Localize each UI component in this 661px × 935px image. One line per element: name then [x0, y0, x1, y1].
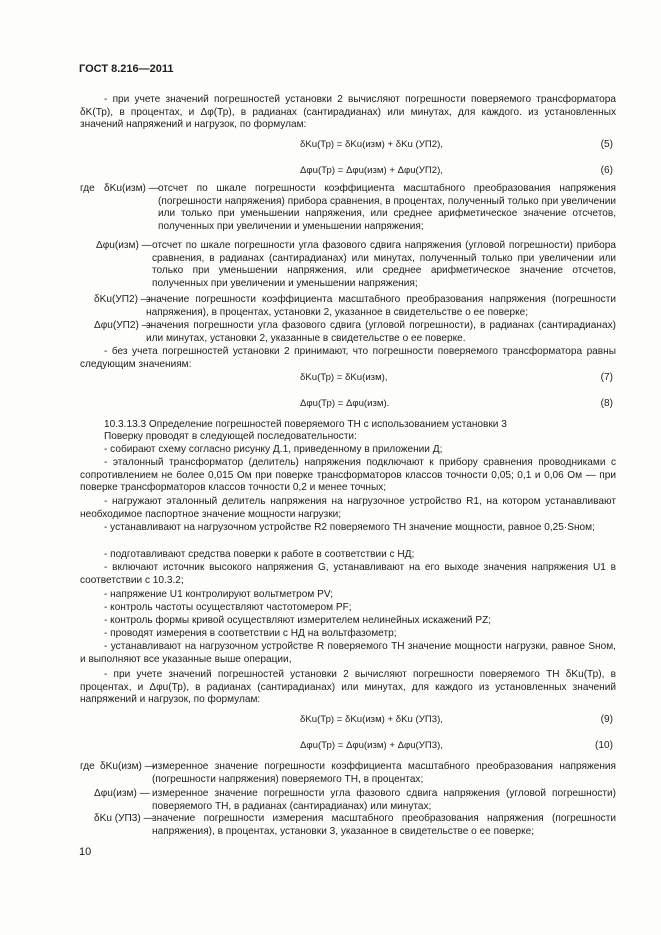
- formula-9-text: δKu(Тр) = δKu(изм) + δKu (УП3),: [300, 714, 443, 725]
- section-line-13: - при учете значений погрешностей установки 2 вычисляют погрешности поверяемого ТН δKu(Тр), в процентах, и Δφu(Тр), в радианах (сантирадианах) или минутах, для каждого из установленных значений напряжений и нагрузок, по формулам:: [80, 669, 616, 706]
- formula-8-number: (8): [600, 398, 613, 409]
- def2-text: отсчет по шкале погрешности угла фазового сдвига напряжения (угловой погрешности) прибора сравнения, в радианах (сантирадианах) или минутах, полученный только при увеличении или только при уменьшении напряжения, или среднее арифметическое значение отсчетов, полученных при увеличении и уменьшении напряжения;: [152, 240, 616, 289]
- def1-text: отсчет по шкале погрешности коэффициента масштабного преобразования напряжения (погрешности напряжения) прибора сравнения, в процентах, полученный только при увеличении или только при уменьшении напряжения, или среднее арифметическое значение отсчетов, полученных при увеличении и уменьшении напряжения;: [158, 183, 616, 232]
- def2-3-term: δKu (УП3) —: [94, 813, 154, 824]
- formula-5-number: (5): [600, 139, 613, 150]
- section-line-5: - устанавливают на нагрузочном устройстве R2 поверяемого ТН значение мощности, равное 0,25·Sном;: [104, 522, 595, 533]
- definitions-block-1: [80, 183, 616, 343]
- section-line-8: - напряжение U1 контролируют вольтметром PV;: [104, 589, 334, 600]
- section-line-6: - подготавливают средства поверки к работе в соответствии с НД;: [104, 549, 415, 560]
- section-line-4: - нагружают эталонный делитель напряжения на нагрузочное устройство R1, на котором устанавливают необходимое паспортное значение мощности нагрузки;: [80, 496, 616, 520]
- formula-5: [0, 139, 661, 153]
- section-heading: 10.3.13.3 Определение погрешностей поверяемого ТН с использованием установки 3: [104, 419, 507, 430]
- page-number: 10: [79, 846, 92, 858]
- formula-6-text: Δφu(Тр) = Δφu(изм) + Δφu(УП2),: [300, 165, 443, 176]
- def2-term: Δφu(изм) —: [96, 240, 152, 251]
- section-line-3: - эталонный трансформатор (делитель) напряжения подключают к прибору сравнения проводниками с сопротивлением не более 0,015 Ом при поверке трансформаторов классов точности 0,05; 0,1 и 0,06 Ом — при поверке трансформаторов классов точности 0,2 и менее точных;: [80, 457, 616, 494]
- def4-term: Δφu(УП2) —: [94, 320, 152, 331]
- def2-3-text: значение погрешности измерения масштабного преобразования напряжения (погрешности напряжения), в процентах, установки 3, указанное в свидетельстве о ее поверке;: [152, 813, 616, 837]
- formula-8-text: Δφu(Тр) = Δφu(изм).: [300, 398, 390, 409]
- where-label: где: [80, 183, 95, 194]
- section-line-11: - проводят измерения в соответствии с НД на вольтфазометр;: [104, 628, 397, 639]
- section-line-10: - контроль формы кривой осуществляют измерителем нелинейных искажений PZ;: [104, 615, 492, 626]
- formula-9: [0, 714, 661, 728]
- formula-8: [0, 398, 661, 412]
- formula-10-text: Δφu(Тр) = Δφu(изм) + Δφu(УП3),: [300, 740, 443, 751]
- def4-text: значения погрешности угла фазового сдвига (угловой погрешности), в радианах (сантирадианах) или минутах, установки 2, указанные в свидетельстве о ее поверке.: [146, 320, 616, 344]
- section-line-2: - собирают схему согласно рисунку Д.1, приведенному в приложении Д;: [104, 444, 443, 455]
- def1-term: δKu(изм) —: [104, 183, 159, 194]
- formula-10-number: (10): [595, 740, 613, 751]
- paragraph-without: - без учета погрешностей установки 2 принимают, что погрешности поверяемого трансформатора равны следующим значениям:: [80, 346, 616, 370]
- formula-6: [0, 165, 661, 179]
- definitions-block-2: [80, 761, 616, 841]
- def3-text: значение погрешности коэффициента масштабного преобразования напряжения (погрешности напряжения), в процентах, установки 2, указанное в свидетельстве о ее поверке;: [146, 294, 616, 318]
- def2-2-term: Δφu(изм) —: [94, 788, 150, 799]
- formula-9-number: (9): [600, 714, 613, 725]
- def2-1-text: измеренное значение погрешности коэффициента масштабного преобразования напряжения (погрешности напряжения) поверяемого ТН, в процентах;: [152, 761, 616, 785]
- section-line-1: Поверку проводят в следующей последовательности:: [104, 431, 357, 442]
- formula-7: [0, 372, 661, 386]
- formula-5-text: δKu(Тр) = δKu(изм) + δKu (УП2),: [300, 139, 443, 150]
- def2-1-term: δKu(изм) —: [100, 761, 155, 772]
- formula-7-number: (7): [600, 372, 613, 383]
- def3-term: δKu(УП2) —: [94, 294, 151, 305]
- section-line-12: - устанавливают на нагрузочном устройстве R поверяемого ТН значение мощности нагрузки, равное Sном, и выполняют все указанные выше операции,: [80, 641, 616, 665]
- where-label-2: где: [80, 761, 95, 772]
- paragraph-intro: - при учете значений погрешностей установки 2 вычисляют погрешности поверяемого трансформатора δK(Тр), в процентах, и Δφ(Тр), в радианах (сантирадианах) или минутах, для каждого. из установленных значений напряжений и нагрузок, по формулам:: [80, 94, 616, 131]
- def2-2-text: измеренное значение погрешности угла фазового сдвига напряжения (угловой погрешности) поверяемого ТН, в радианах (сантирадианах) или минутах;: [152, 788, 616, 812]
- formula-10: [0, 740, 661, 754]
- formula-7-text: δKu(Тр) = δKu(изм),: [300, 372, 388, 383]
- section-line-7: - включают источник высокого напряжения G, устанавливают на его выходе значения напряжения U1 в соответствии с 10.3.2;: [80, 562, 616, 586]
- document-header: ГОСТ 8.216—2011: [79, 63, 174, 75]
- section-line-9: - контроль частоты осуществляют частотомером PF;: [104, 602, 352, 613]
- formula-6-number: (6): [600, 165, 613, 176]
